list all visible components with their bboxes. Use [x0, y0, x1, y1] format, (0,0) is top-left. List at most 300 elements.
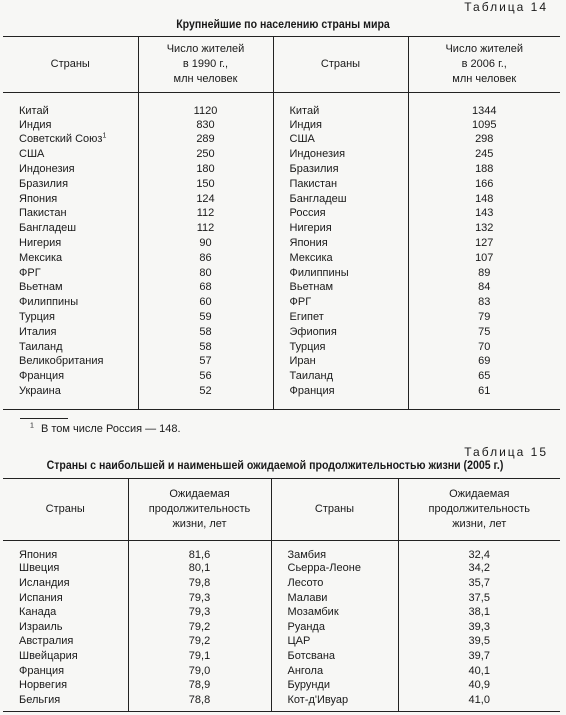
value-cell-text: 289 [196, 133, 215, 146]
value-cell [138, 369, 273, 384]
table-row [3, 280, 560, 295]
value-cell-text: 86 [199, 251, 212, 264]
value-cell-text: 39,3 [468, 620, 490, 633]
value-cell [128, 634, 271, 649]
table15-header-countries-1: Страны [3, 479, 128, 541]
country-cell-text: Таиланд [289, 370, 334, 383]
value-cell-text: 1120 [193, 105, 218, 118]
value-cell [408, 310, 560, 325]
country-cell-text: Япония [19, 192, 58, 205]
country-cell [273, 280, 408, 295]
country-cell-text: Индия [19, 118, 52, 131]
value-cell-text: 90 [199, 237, 212, 250]
value-cell [408, 280, 560, 295]
value-cell [138, 93, 273, 118]
value-cell [128, 692, 271, 707]
country-cell-text: Франция [19, 664, 65, 677]
value-cell-text: 79,8 [188, 576, 211, 589]
header-line: в 2006 г., [461, 58, 507, 70]
table15-body [3, 541, 560, 712]
value-cell [138, 132, 273, 147]
country-cell [3, 176, 138, 191]
value-cell [128, 541, 271, 562]
value-cell [408, 191, 560, 206]
table-spacer-row [3, 707, 560, 711]
country-cell [3, 634, 128, 649]
country-cell [273, 206, 408, 221]
country-cell [3, 236, 138, 251]
country-cell-text: Китай [19, 105, 49, 118]
value-cell [398, 692, 560, 707]
value-cell-text: 166 [475, 177, 494, 190]
table15-header-life-2 [398, 479, 560, 541]
value-cell [398, 649, 560, 664]
value-cell-text: 65 [478, 370, 491, 383]
value-cell [128, 590, 271, 605]
value-cell [138, 265, 273, 280]
value-cell [398, 678, 560, 693]
value-cell-text: 39,7 [468, 649, 490, 662]
header-line: Ожидаемая [169, 488, 230, 500]
country-cell-text: Индия [289, 118, 323, 131]
spacer-cell [128, 707, 271, 711]
footnote-text: В том числе Россия — 148. [40, 423, 181, 435]
value-cell-text: 148 [475, 192, 494, 205]
value-cell-text: 830 [196, 118, 215, 131]
value-cell [398, 541, 560, 562]
value-cell [408, 117, 560, 132]
header-line: продолжительность [428, 503, 530, 515]
table14 [3, 36, 560, 410]
country-cell [271, 634, 398, 649]
value-cell [408, 206, 560, 221]
country-cell-text: Турция [19, 311, 55, 324]
country-cell [3, 663, 128, 678]
spacer-cell [273, 398, 408, 409]
country-cell [3, 590, 128, 605]
country-cell-text: Бангладеш [289, 192, 347, 205]
country-cell-text: Швейцария [19, 649, 78, 662]
header-line: млн человек [452, 73, 517, 85]
country-cell-text: Япония [19, 549, 58, 562]
country-cell [273, 295, 408, 310]
country-cell-text: Великобритания [19, 355, 104, 368]
value-cell [398, 619, 560, 634]
value-cell-text: 1344 [472, 105, 497, 118]
value-cell [408, 295, 560, 310]
country-cell-text: Таиланд [19, 340, 63, 353]
value-cell-text: 80 [199, 266, 212, 279]
country-cell [3, 576, 128, 591]
value-cell-text: 37,5 [468, 591, 490, 604]
header-line: жизни, лет [172, 518, 227, 530]
value-cell-text: 59 [199, 311, 212, 324]
country-cell [273, 236, 408, 251]
country-cell-text: Индонезия [19, 163, 75, 176]
value-cell-text: 79,2 [188, 620, 211, 633]
spacer-cell [3, 398, 138, 409]
value-cell [408, 369, 560, 384]
table-row [3, 147, 560, 162]
country-cell [273, 93, 408, 118]
country-cell [271, 541, 398, 562]
footnote-rule [20, 418, 68, 419]
country-cell [3, 265, 138, 280]
country-cell-text: Турция [289, 340, 326, 353]
table-row [3, 605, 560, 620]
value-cell [408, 132, 560, 147]
value-cell-text: 80,1 [188, 562, 211, 575]
country-cell [3, 678, 128, 693]
country-cell [3, 369, 138, 384]
table14-number: Таблица 14 [464, 0, 548, 14]
table-row [3, 634, 560, 649]
country-cell [3, 295, 138, 310]
country-cell-text: Италия [19, 325, 57, 338]
country-cell-text: Франция [19, 370, 65, 383]
value-cell-text: 40,9 [468, 679, 490, 692]
value-cell [408, 221, 560, 236]
footnote-mark: 1 [30, 422, 34, 430]
country-cell [3, 310, 138, 325]
country-cell-text: Нигерия [19, 237, 62, 250]
country-cell-text: Египет [289, 311, 324, 324]
value-cell [138, 339, 273, 354]
value-cell-text: 81,6 [188, 549, 211, 562]
value-cell-text: 34,2 [468, 562, 490, 575]
value-cell [408, 265, 560, 280]
country-cell [271, 561, 398, 576]
value-cell [398, 576, 560, 591]
country-cell [273, 147, 408, 162]
spacer-cell [271, 707, 398, 711]
value-cell [408, 354, 560, 369]
value-cell-text: 79,1 [188, 649, 211, 662]
value-cell [138, 176, 273, 191]
table14-header-pop1990 [138, 37, 273, 93]
table-row [3, 576, 560, 591]
value-cell [128, 576, 271, 591]
value-cell [138, 162, 273, 177]
table-row [3, 384, 560, 399]
value-cell [408, 162, 560, 177]
country-cell [271, 619, 398, 634]
table-row [3, 221, 560, 236]
country-cell-text: Пакистан [19, 207, 67, 220]
table-row [3, 619, 560, 634]
table-row [3, 265, 560, 280]
table-row [3, 206, 560, 221]
value-cell-text: 79,3 [188, 591, 211, 604]
country-cell [3, 605, 128, 620]
country-cell [3, 206, 138, 221]
table-row [3, 162, 560, 177]
country-cell-text: Мексика [19, 251, 63, 264]
country-cell-text: Испания [19, 591, 63, 604]
table-row [3, 541, 560, 562]
value-cell [128, 678, 271, 693]
country-cell-text: Бурунди [287, 679, 330, 692]
country-cell-text: ЦАР [287, 635, 311, 648]
table15-header-countries-2: Страны [271, 479, 398, 541]
country-cell-text: США [19, 148, 45, 161]
value-cell [128, 649, 271, 664]
country-cell-text: Бразилия [19, 177, 69, 190]
country-cell [273, 339, 408, 354]
country-cell-text: Россия [289, 207, 326, 220]
value-cell [128, 663, 271, 678]
table-row [3, 369, 560, 384]
country-cell-text: Швеция [19, 562, 60, 575]
country-cell-text: Япония [289, 237, 328, 250]
country-cell-text: Бангладеш [19, 222, 77, 235]
country-cell [273, 176, 408, 191]
value-cell-text: 60 [199, 296, 212, 309]
country-cell [3, 280, 138, 295]
table-row [3, 590, 560, 605]
header-line: Число жителей [445, 43, 524, 55]
table15-title: Страны с наибольшей и наименьшей ожидаемой продолжительностью жизни (2005 г.) [46, 460, 504, 472]
country-cell [3, 324, 138, 339]
value-cell-text: 180 [196, 163, 215, 176]
value-cell-text: 89 [478, 266, 491, 279]
country-cell [3, 162, 138, 177]
country-cell [273, 191, 408, 206]
country-cell [3, 354, 138, 369]
value-cell-text: 61 [478, 385, 491, 398]
value-cell-text: 38,1 [468, 606, 490, 619]
country-cell [3, 117, 138, 132]
value-cell [398, 590, 560, 605]
value-cell-text: 78,8 [188, 693, 211, 706]
country-cell [3, 561, 128, 576]
country-cell-text: Вьетнам [289, 281, 334, 294]
country-cell-text: Малави [287, 591, 328, 604]
value-cell-text: 79,2 [188, 635, 211, 648]
country-cell-text: Норвегия [19, 679, 68, 692]
value-cell [408, 324, 560, 339]
table-row [3, 191, 560, 206]
country-cell [273, 117, 408, 132]
table15-number: Таблица 15 [464, 445, 548, 459]
country-cell [273, 162, 408, 177]
country-cell-text: Сьерра-Леоне [287, 562, 361, 575]
table-row [3, 132, 560, 147]
country-cell-text: Китай [289, 105, 320, 118]
table-spacer-row [3, 398, 560, 409]
value-cell [398, 663, 560, 678]
value-cell [138, 191, 273, 206]
country-cell-text: Лесото [287, 576, 324, 589]
table-row [3, 561, 560, 576]
header-line: Число жителей [166, 43, 245, 55]
spacer-cell [398, 707, 560, 711]
country-cell-text: Эфиопия [289, 325, 337, 338]
country-cell [271, 678, 398, 693]
value-cell [138, 324, 273, 339]
table-row [3, 663, 560, 678]
header-line: млн человек [173, 73, 238, 85]
value-cell [138, 354, 273, 369]
value-cell [128, 605, 271, 620]
country-cell [3, 132, 138, 147]
table14-title: Крупнейшие по населению страны мира [176, 19, 390, 31]
spacer-cell [3, 707, 128, 711]
value-cell [408, 250, 560, 265]
value-cell-text: 143 [475, 207, 494, 220]
value-cell-text: 1095 [472, 118, 497, 131]
value-cell [408, 384, 560, 399]
value-cell-text: 188 [475, 163, 494, 176]
table-row [3, 295, 560, 310]
value-cell [138, 236, 273, 251]
country-cell-text: Мозамбик [287, 606, 339, 619]
country-cell-text: Израиль [19, 620, 63, 633]
value-cell [128, 619, 271, 634]
spacer-cell [408, 398, 560, 409]
country-cell-text: Замбия [287, 549, 327, 562]
table-row [3, 310, 560, 325]
country-cell [273, 354, 408, 369]
header-line: Ожидаемая [449, 488, 510, 500]
country-cell [3, 191, 138, 206]
value-cell-text: 70 [478, 340, 491, 353]
country-cell [3, 147, 138, 162]
value-cell [398, 634, 560, 649]
value-cell [138, 384, 273, 399]
value-cell-text: 35,7 [468, 576, 490, 589]
country-cell-text: Исландия [19, 576, 70, 589]
value-cell [138, 117, 273, 132]
value-cell-text: 69 [478, 355, 491, 368]
value-cell [138, 206, 273, 221]
value-cell [138, 250, 273, 265]
country-cell-text: Канада [19, 606, 57, 619]
header-line: продолжительность [148, 503, 251, 515]
country-cell [273, 384, 408, 399]
spacer-cell [138, 398, 273, 409]
table15 [3, 478, 560, 712]
country-cell-text: Пакистан [289, 177, 338, 190]
value-cell [138, 295, 273, 310]
country-cell [3, 541, 128, 562]
table-row [3, 354, 560, 369]
country-cell [273, 265, 408, 280]
country-cell [3, 339, 138, 354]
value-cell [408, 339, 560, 354]
country-cell-text: Нигерия [289, 222, 332, 235]
value-cell-text: 112 [196, 207, 215, 220]
table-row [3, 649, 560, 664]
country-cell-text: Вьетнам [19, 281, 63, 294]
value-cell-text: 68 [199, 281, 212, 294]
table-row [3, 93, 560, 118]
country-cell [3, 619, 128, 634]
country-cell [271, 649, 398, 664]
value-cell-text: 56 [199, 370, 212, 383]
value-cell-text: 58 [199, 340, 212, 353]
country-cell [271, 590, 398, 605]
country-cell-text: ФРГ [289, 296, 312, 309]
country-cell [271, 605, 398, 620]
value-cell-text: 84 [478, 281, 491, 294]
country-cell-text: Ангола [287, 664, 324, 677]
value-cell-text: 79 [478, 311, 491, 324]
header-line: в 1990 г., [182, 58, 229, 70]
country-cell-text: Франция [289, 385, 335, 398]
country-cell [3, 649, 128, 664]
country-cell-text: Филиппины [19, 296, 79, 309]
country-cell [271, 663, 398, 678]
country-cell-text: США [289, 133, 315, 146]
value-cell [408, 236, 560, 251]
country-cell-text: Индонезия [289, 148, 346, 161]
value-cell-text: 40,1 [468, 664, 490, 677]
value-cell [408, 93, 560, 118]
value-cell-text: 39,5 [468, 635, 490, 648]
table-row [3, 678, 560, 693]
value-cell-text: 132 [475, 222, 494, 235]
country-cell [3, 384, 138, 399]
value-cell-text: 112 [196, 222, 215, 235]
country-cell-text: Ботсвана [287, 649, 336, 662]
value-cell [408, 147, 560, 162]
footnote [30, 423, 181, 435]
value-cell-text: 32,4 [468, 549, 490, 562]
value-cell [408, 176, 560, 191]
table14-header-pop2006 [408, 37, 560, 93]
country-cell [273, 369, 408, 384]
table-row [3, 236, 560, 251]
value-cell-text: 83 [478, 296, 491, 309]
country-cell-text: Советский Союз [19, 133, 103, 146]
country-cell [273, 324, 408, 339]
value-cell [398, 561, 560, 576]
country-cell-text: Бразилия [289, 163, 339, 176]
country-cell [273, 221, 408, 236]
value-cell-text: 107 [475, 251, 494, 264]
value-cell [138, 147, 273, 162]
country-cell-text: Мексика [289, 251, 333, 264]
table-row [3, 339, 560, 354]
value-cell [138, 280, 273, 295]
country-cell [3, 221, 138, 236]
table-row [3, 117, 560, 132]
value-cell-text: 79,3 [188, 606, 211, 619]
country-cell-text: ФРГ [19, 266, 41, 279]
value-cell-text: 41,0 [468, 693, 490, 706]
country-cell [3, 692, 128, 707]
value-cell-text: 150 [196, 177, 215, 190]
value-cell [138, 221, 273, 236]
table14-body [3, 93, 560, 410]
country-cell [3, 93, 138, 118]
country-cell [3, 250, 138, 265]
country-cell-text: Филиппины [289, 266, 349, 279]
value-cell-text: 127 [475, 237, 494, 250]
country-cell [271, 576, 398, 591]
country-cell [273, 250, 408, 265]
table-row [3, 250, 560, 265]
value-cell-text: 79,0 [188, 664, 211, 677]
value-cell-text: 124 [196, 192, 215, 205]
country-cell-text: Бельгия [19, 693, 61, 706]
country-cell-text: Украина [19, 385, 61, 398]
value-cell-text: 75 [478, 325, 491, 338]
value-cell-text: 52 [199, 385, 212, 398]
country-cell [273, 310, 408, 325]
header-line: жизни, лет [452, 518, 507, 530]
